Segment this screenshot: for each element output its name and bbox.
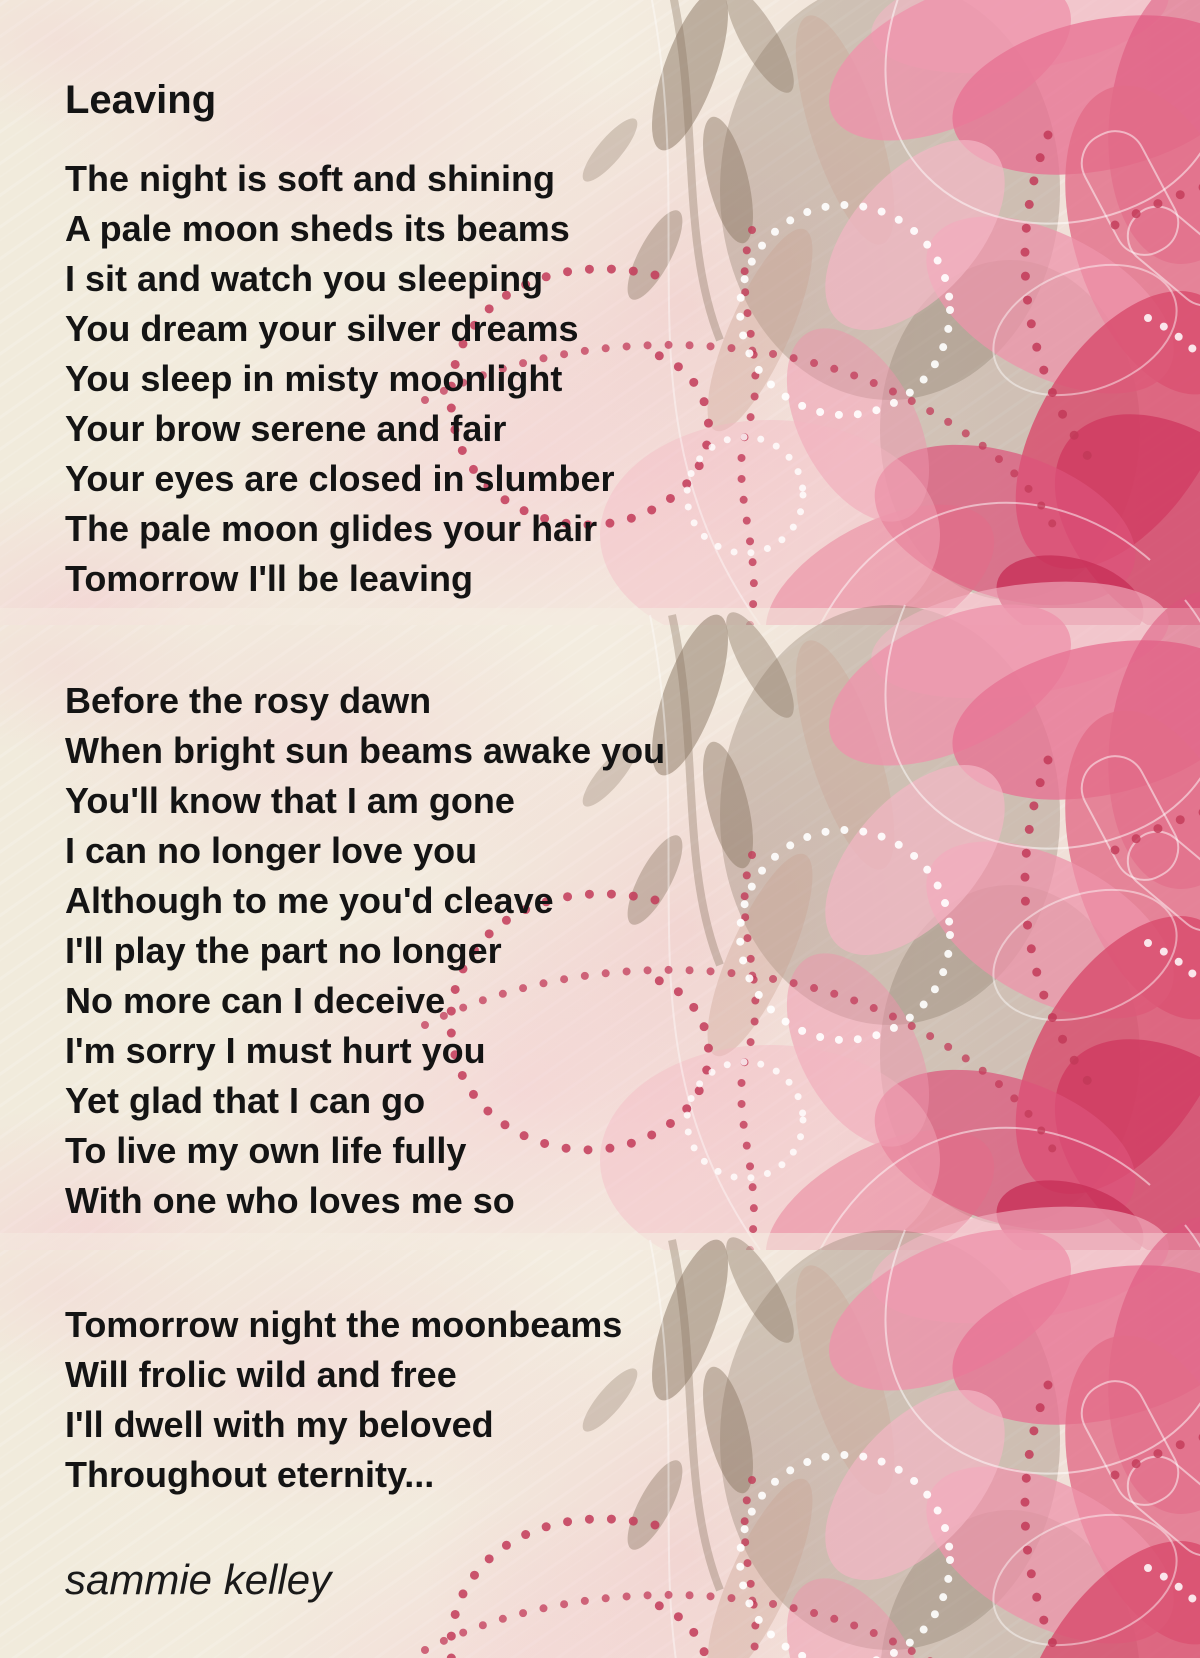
poem-line: You'll know that I am gone (65, 780, 515, 821)
poem-line: With one who loves me so (65, 1180, 515, 1221)
poem-line: When bright sun beams awake you (65, 730, 666, 771)
poem-title: Leaving (65, 77, 217, 122)
poem-line: I sit and watch you sleeping (65, 258, 544, 299)
poem-line: I'm sorry I must hurt you (65, 1030, 486, 1071)
poem-stanza-2 (65, 676, 665, 1226)
poem-line: Will frolic wild and free (65, 1354, 457, 1395)
poem-line: To live my own life fully (65, 1130, 467, 1171)
poem-line: Your brow serene and fair (65, 408, 507, 449)
poem-line: I can no longer love you (65, 830, 478, 871)
poem-line: Throughout eternity... (65, 1454, 435, 1495)
poem-line: The pale moon glides your hair (65, 508, 598, 549)
poem-stanza-3 (65, 1300, 622, 1500)
poem-line: Yet glad that I can go (65, 1080, 426, 1121)
poem-line: Tomorrow I'll be leaving (65, 558, 473, 599)
poem-line: A pale moon sheds its beams (65, 208, 570, 249)
poem-line: I'll dwell with my beloved (65, 1404, 494, 1445)
poem-line: You dream your silver dreams (65, 308, 579, 349)
poem-line: No more can I deceive (65, 980, 446, 1021)
poem-line: Before the rosy dawn (65, 680, 432, 721)
poem-line: Your eyes are closed in slumber (65, 458, 615, 499)
poem-line: Although to me you'd cleave (65, 880, 554, 921)
poem-line: You sleep in misty moonlight (65, 358, 563, 399)
poem-line: The night is soft and shining (65, 158, 555, 199)
author-signature: sammie kelley (65, 1556, 332, 1603)
poem-line: I'll play the part no longer (65, 930, 502, 971)
poem-line: Tomorrow night the moonbeams (65, 1304, 623, 1345)
poem-stanza-1 (65, 154, 615, 604)
